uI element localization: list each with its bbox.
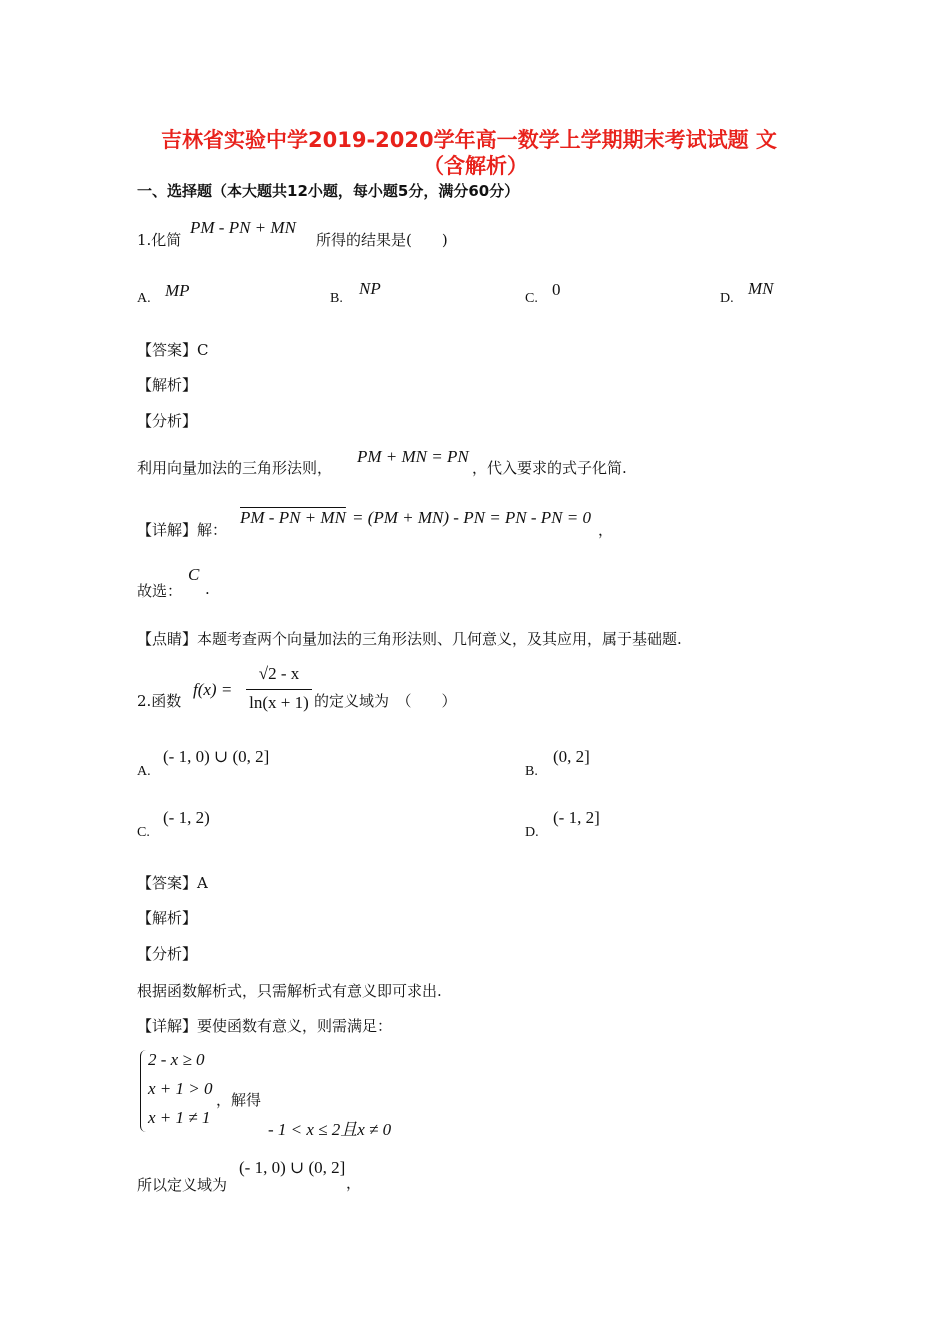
q2-system-line-1: 2 - x ≥ 0 <box>148 1050 205 1069</box>
q2-option-b-label: B. <box>525 764 538 779</box>
q2-solve-label: ，解得 <box>216 1091 262 1109</box>
q1-detail-end: ， <box>598 521 614 539</box>
q1-option-a-label: A. <box>137 291 151 306</box>
document-title-sub: （含解析） <box>423 154 528 178</box>
q1-option-b-label: B. <box>330 291 343 306</box>
q2-detail: 【详解】要使函数有意义，则需满足： <box>137 1017 393 1035</box>
q1-option-c-label: C. <box>525 291 538 306</box>
q2-system-brace <box>140 1050 148 1132</box>
q2-fenxi-heading: 【分析】 <box>137 945 198 963</box>
q1-option-d-value: MN <box>748 279 774 298</box>
q1-analysis-heading: 【解析】 <box>137 376 198 394</box>
q1-detail-expression-result: = (PM + MN) - PN = PN - PN = 0 <box>352 508 591 527</box>
q1-choose-value: C <box>188 565 200 584</box>
q1-expression: PM - PN + MN <box>190 218 296 237</box>
q2-option-d-value: (- 1, 2] <box>553 808 600 827</box>
q1-method-suffix: ，代入要求的式子化简. <box>472 459 627 477</box>
q1-answer: 【答案】C <box>137 341 209 359</box>
q2-option-b-value: (0, 2] <box>553 747 590 766</box>
q1-option-a-value: MP <box>165 281 190 300</box>
q2-option-d-label: D. <box>525 825 539 840</box>
q2-domain-expression: (- 1, 0) ∪ (0, 2] <box>239 1158 346 1177</box>
q2-numerator: √2 - x <box>258 664 300 683</box>
q1-choose-end: . <box>205 580 210 598</box>
q2-domain-prefix: 所以定义域为 <box>137 1176 228 1194</box>
q2-analysis-heading: 【解析】 <box>137 909 198 927</box>
q2-system-line-3: x + 1 ≠ 1 <box>148 1108 211 1127</box>
q2-answer: 【答案】A <box>137 874 208 892</box>
q2-option-c-label: C. <box>137 825 150 840</box>
q2-domain-end: ， <box>346 1174 362 1192</box>
q1-detail-label: 【详解】解： <box>137 521 228 539</box>
q1-choose-label: 故选： <box>137 582 183 600</box>
q1-detail-expression-vectors: PM - PN + MN <box>240 508 346 527</box>
q2-method: 根据函数解析式，只需解析式有意义即可求出. <box>137 982 442 1000</box>
q2-denominator: ln(x + 1) <box>249 693 309 712</box>
q2-prefix: 2.函数 <box>137 692 182 710</box>
q1-suffix: 所得的结果是( ) <box>316 231 448 249</box>
q2-system-line-2: x + 1 > 0 <box>148 1079 213 1098</box>
q2-option-a-label: A. <box>137 764 151 779</box>
q1-option-c-value: 0 <box>552 280 561 299</box>
q2-fraction-line <box>246 689 312 690</box>
q1-prefix: 1.化简 <box>137 231 182 249</box>
q1-method-expression: PM + MN = PN <box>357 447 469 466</box>
q1-option-d-label: D. <box>720 291 734 306</box>
q2-option-c-value: (- 1, 2) <box>163 808 210 827</box>
q1-option-b-value: NP <box>359 279 381 298</box>
q2-suffix: 的定义域为 （ ） <box>314 692 457 710</box>
q1-fenxi-heading: 【分析】 <box>137 412 198 430</box>
q2-solve-expression: - 1 < x ≤ 2且x ≠ 0 <box>268 1120 392 1139</box>
q2-function-lhs: f(x) = <box>193 680 233 699</box>
q1-comment: 【点睛】本题考查两个向量加法的三角形法则、几何意义，及其应用，属于基础题. <box>137 630 682 648</box>
q2-option-a-value: (- 1, 0) ∪ (0, 2] <box>163 747 270 766</box>
q1-method-prefix: 利用向量加法的三角形法则， <box>137 459 333 477</box>
section-heading: 一、选择题（本大题共12小题，每小题5分，满分60分） <box>137 182 520 200</box>
document-title: 吉林省实验中学2019-2020学年高一数学上学期期末考试试题 文 <box>161 128 777 152</box>
